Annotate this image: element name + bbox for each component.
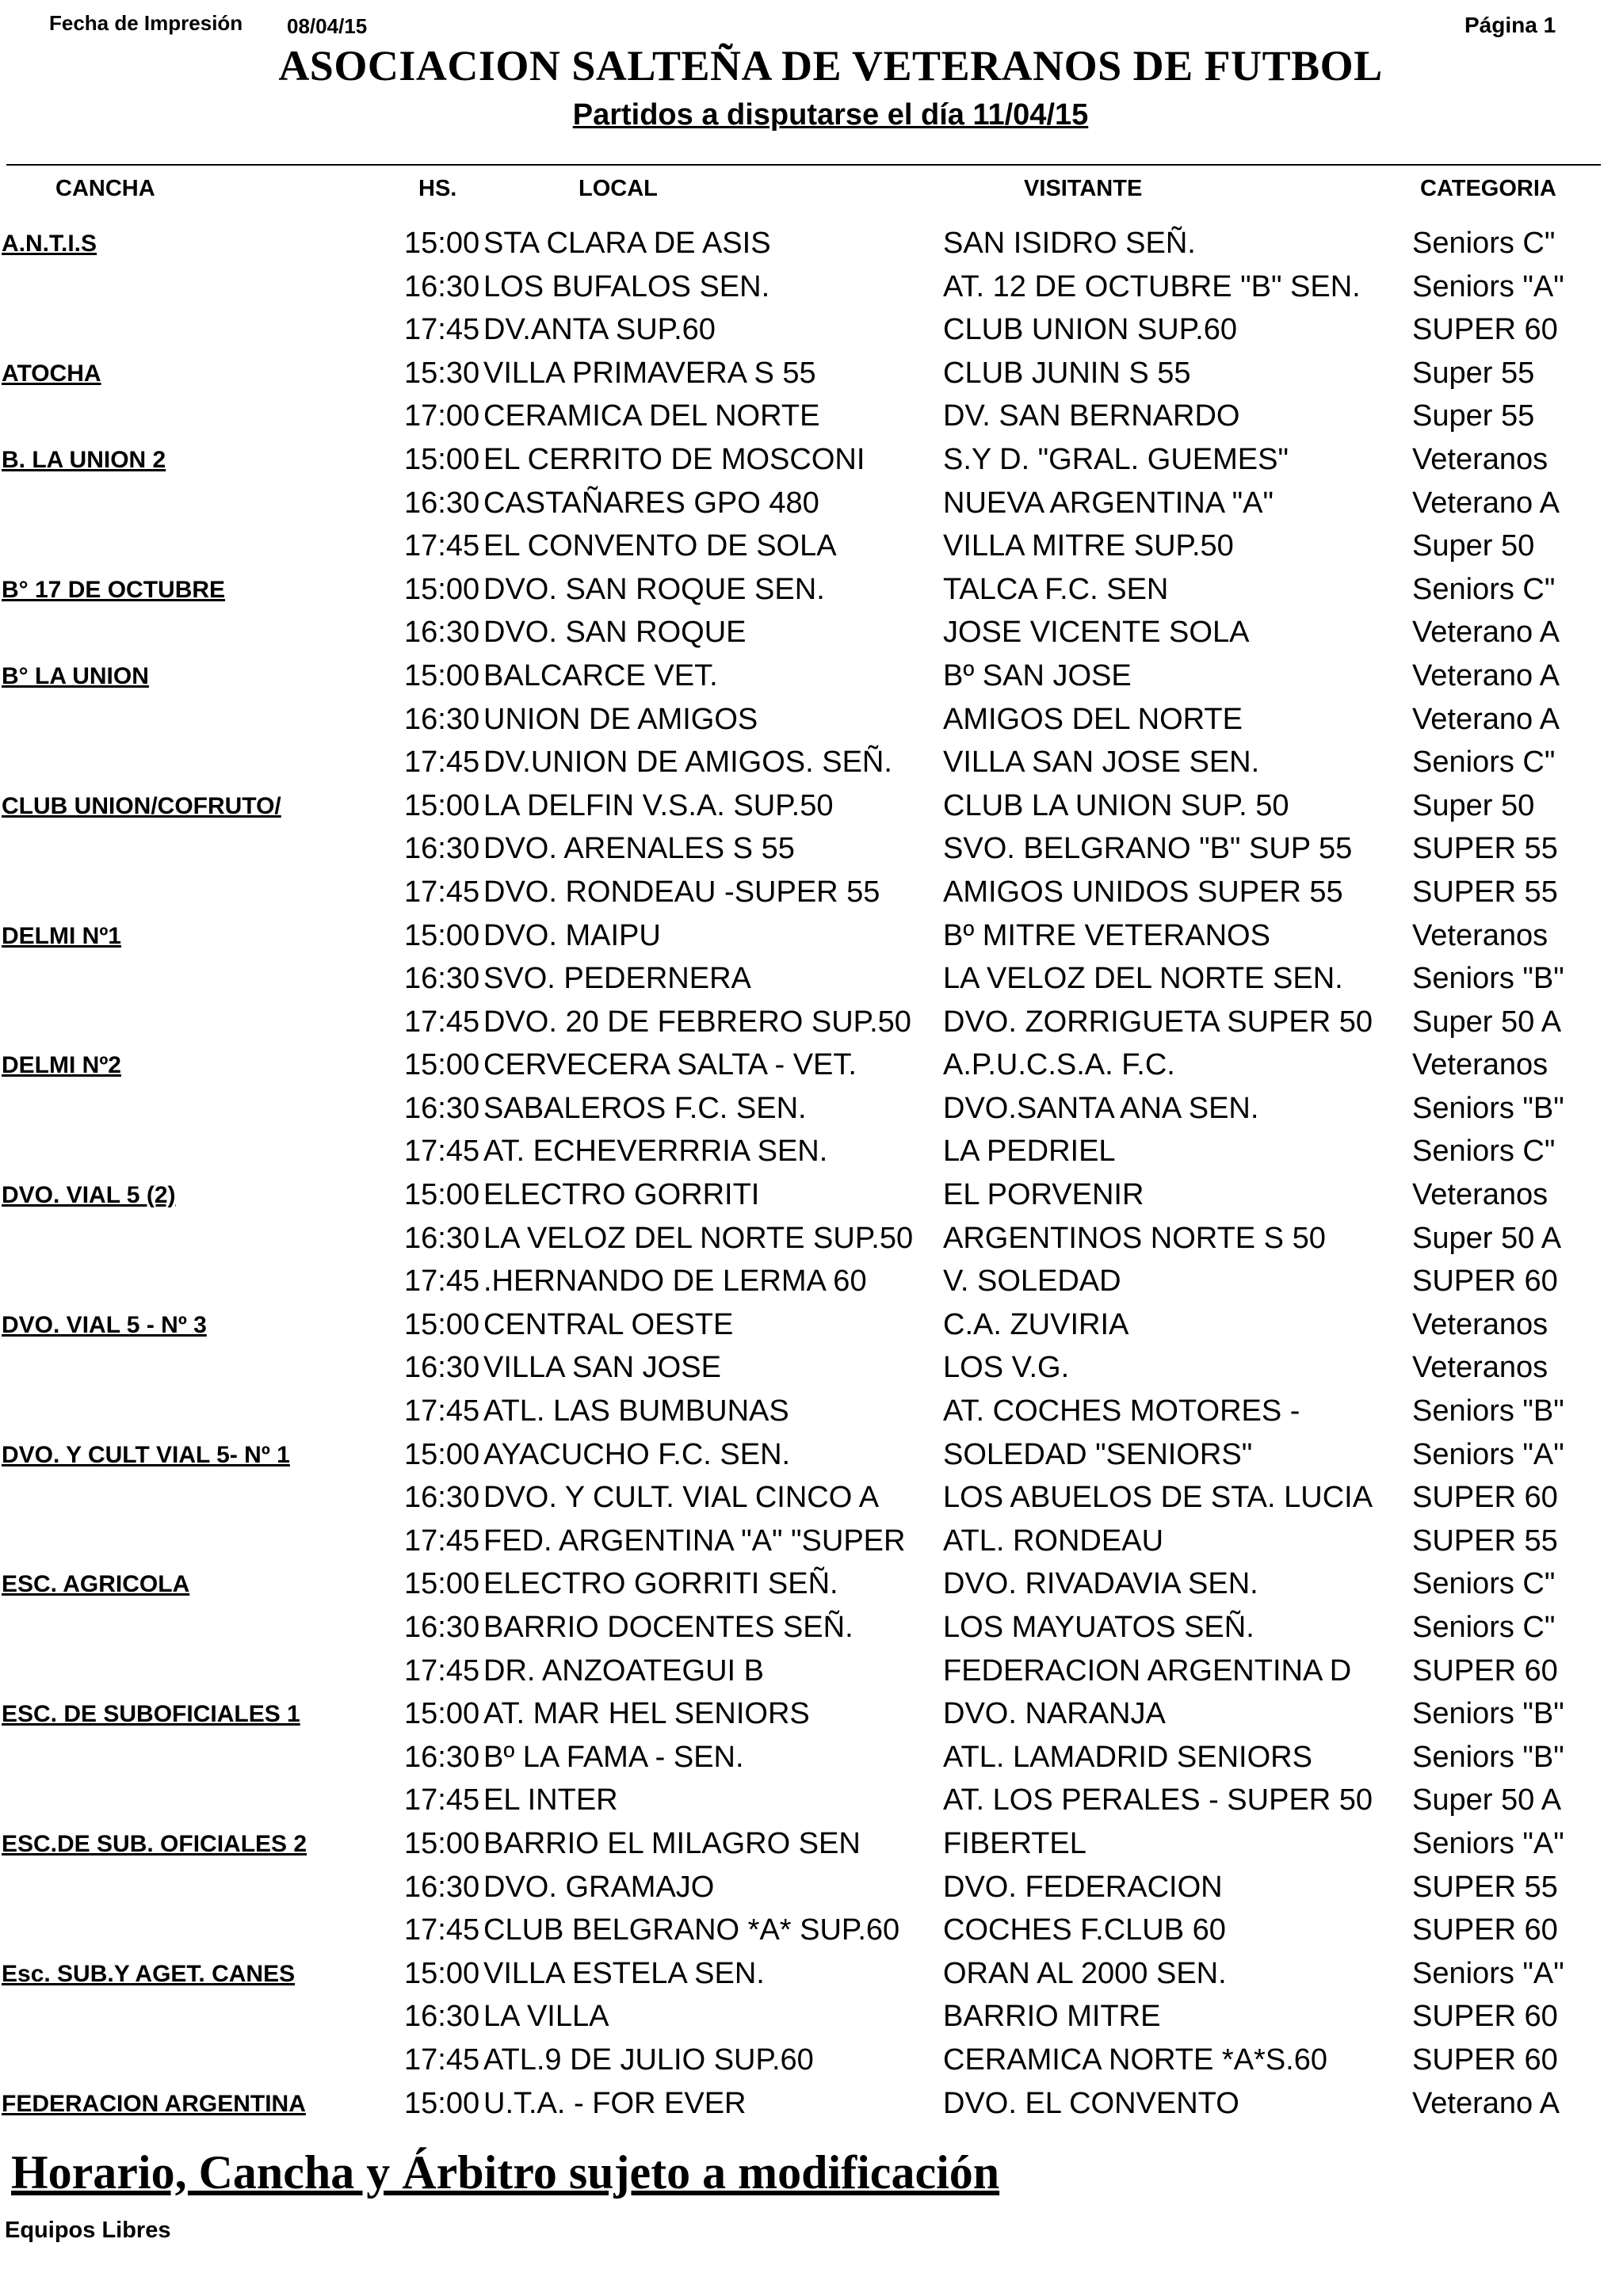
category-cell: Seniors C" bbox=[1412, 1567, 1556, 1601]
home-team-cell: ELECTRO GORRITI SEÑ. bbox=[483, 1567, 838, 1601]
away-team-cell: COCHES F.CLUB 60 bbox=[943, 1913, 1226, 1947]
away-team-cell: AT. LOS PERALES - SUPER 50 bbox=[943, 1783, 1373, 1817]
header-rule bbox=[6, 164, 1601, 166]
time-cell: 15:00 bbox=[404, 1437, 480, 1471]
home-team-cell: LA VILLA bbox=[483, 2000, 609, 2034]
cancha-cell: DELMI Nº2 bbox=[2, 1052, 121, 1079]
time-cell: 17:45 bbox=[404, 529, 480, 563]
home-team-cell: CASTAÑARES GPO 480 bbox=[483, 486, 819, 520]
cancha-cell: B. LA UNION 2 bbox=[2, 446, 166, 473]
time-cell: 16:30 bbox=[404, 832, 480, 866]
time-cell: 17:45 bbox=[404, 313, 480, 347]
home-team-cell: DV.UNION DE AMIGOS. SEÑ. bbox=[483, 746, 892, 780]
category-cell: Super 50 bbox=[1412, 788, 1535, 822]
away-team-cell: AMIGOS UNIDOS SUPER 55 bbox=[943, 875, 1343, 909]
time-cell: 17:45 bbox=[404, 1264, 480, 1299]
home-team-cell: DR. ANZOATEGUI B bbox=[483, 1653, 765, 1688]
time-cell: 16:30 bbox=[404, 1091, 480, 1125]
time-cell: 17:45 bbox=[404, 875, 480, 909]
away-team-cell: LOS ABUELOS DE STA. LUCIA bbox=[943, 1481, 1373, 1515]
home-team-cell: DVO. 20 DE FEBRERO SUP.50 bbox=[483, 1005, 911, 1039]
home-team-cell: LA DELFIN V.S.A. SUP.50 bbox=[483, 788, 834, 822]
table-row bbox=[0, 1606, 1623, 1650]
time-cell: 15:00 bbox=[404, 227, 480, 260]
cancha-cell: B° 17 DE OCTUBRE bbox=[2, 576, 226, 603]
table-row bbox=[0, 1476, 1623, 1520]
home-team-cell: DVO. ARENALES S 55 bbox=[483, 832, 795, 866]
category-cell: Seniors C" bbox=[1412, 746, 1556, 780]
category-cell: Seniors "A" bbox=[1412, 1437, 1564, 1471]
table-row bbox=[0, 308, 1623, 352]
page-number: Página 1 bbox=[1465, 13, 1556, 37]
table-row bbox=[0, 1866, 1623, 1909]
away-team-cell: DVO.SANTA ANA SEN. bbox=[943, 1091, 1259, 1125]
time-cell: 16:30 bbox=[404, 1351, 480, 1385]
table-row bbox=[0, 1087, 1623, 1131]
home-team-cell: SVO. PEDERNERA bbox=[483, 962, 751, 996]
table-row bbox=[0, 914, 1623, 958]
table-row bbox=[0, 265, 1623, 309]
table-row bbox=[0, 1001, 1623, 1044]
home-team-cell: BALCARCE VET. bbox=[483, 658, 718, 692]
time-cell: 16:30 bbox=[404, 1221, 480, 1255]
category-cell: SUPER 55 bbox=[1412, 875, 1558, 909]
category-cell: Super 50 A bbox=[1412, 1221, 1562, 1255]
table-row bbox=[0, 352, 1623, 395]
table-row bbox=[0, 611, 1623, 654]
table-row bbox=[0, 438, 1623, 482]
away-team-cell: V. SOLEDAD bbox=[943, 1264, 1121, 1299]
time-cell: 15:00 bbox=[404, 1307, 480, 1341]
category-cell: Super 50 A bbox=[1412, 1005, 1562, 1039]
away-team-cell: FEDERACION ARGENTINA D bbox=[943, 1653, 1352, 1688]
category-cell: Veteranos bbox=[1412, 1178, 1549, 1212]
away-team-cell: LOS MAYUATOS SEÑ. bbox=[943, 1611, 1254, 1644]
table-row bbox=[0, 1303, 1623, 1347]
table-row bbox=[0, 1433, 1623, 1477]
category-cell: Seniors C" bbox=[1412, 1611, 1556, 1644]
table-row bbox=[0, 1520, 1623, 1563]
category-cell: SUPER 60 bbox=[1412, 2042, 1558, 2077]
table-row bbox=[0, 1822, 1623, 1866]
match-table bbox=[0, 222, 1623, 2125]
home-team-cell: DVO. SAN ROQUE SEN. bbox=[483, 572, 825, 606]
table-row bbox=[0, 2039, 1623, 2082]
category-cell: Veterano A bbox=[1412, 658, 1560, 692]
time-cell: 17:45 bbox=[404, 1653, 480, 1688]
category-cell: Seniors "A" bbox=[1412, 1956, 1564, 1990]
away-team-cell: LA PEDRIEL bbox=[943, 1135, 1116, 1169]
away-team-cell: DVO. NARANJA bbox=[943, 1697, 1166, 1731]
away-team-cell: LA VELOZ DEL NORTE SEN. bbox=[943, 962, 1343, 996]
away-team-cell: VILLA MITRE SUP.50 bbox=[943, 529, 1234, 563]
time-cell: 15:00 bbox=[404, 2086, 480, 2120]
home-team-cell: DVO. RONDEAU -SUPER 55 bbox=[483, 875, 880, 909]
time-cell: 16:30 bbox=[404, 2000, 480, 2034]
category-cell: Veterano A bbox=[1412, 486, 1560, 520]
time-cell: 17:45 bbox=[404, 1913, 480, 1947]
time-cell: 17:45 bbox=[404, 1783, 480, 1817]
time-cell: 17:45 bbox=[404, 1524, 480, 1558]
away-team-cell: ATL. LAMADRID SENIORS bbox=[943, 1740, 1312, 1774]
category-cell: Veteranos bbox=[1412, 442, 1549, 476]
time-cell: 16:30 bbox=[404, 269, 480, 303]
away-team-cell: A.P.U.C.S.A. F.C. bbox=[943, 1048, 1175, 1082]
table-row bbox=[0, 1043, 1623, 1087]
category-cell: Seniors C" bbox=[1412, 227, 1556, 260]
category-cell: Seniors C" bbox=[1412, 1135, 1556, 1169]
category-cell: SUPER 60 bbox=[1412, 1913, 1558, 1947]
table-row bbox=[0, 1260, 1623, 1303]
home-team-cell: VILLA SAN JOSE bbox=[483, 1351, 721, 1385]
home-team-cell: DV.ANTA SUP.60 bbox=[483, 313, 716, 347]
away-team-cell: NUEVA ARGENTINA "A" bbox=[943, 486, 1274, 520]
category-cell: Seniors "B" bbox=[1412, 1697, 1564, 1731]
away-team-cell: BARRIO MITRE bbox=[943, 2000, 1161, 2034]
home-team-cell: Bº LA FAMA - SEN. bbox=[483, 1740, 744, 1774]
home-team-cell: .HERNANDO DE LERMA 60 bbox=[483, 1264, 867, 1299]
schedule-notice: Horario, Cancha y Árbitro sujeto a modificación bbox=[11, 2146, 1000, 2199]
time-cell: 16:30 bbox=[404, 702, 480, 736]
cancha-cell: DELMI Nº1 bbox=[2, 922, 121, 949]
away-team-cell: AT. COCHES MOTORES - bbox=[943, 1394, 1300, 1428]
time-cell: 15:00 bbox=[404, 1826, 480, 1860]
time-cell: 17:45 bbox=[404, 1005, 480, 1039]
category-cell: Seniors "A" bbox=[1412, 1826, 1564, 1860]
home-team-cell: ATL.9 DE JULIO SUP.60 bbox=[483, 2042, 814, 2077]
time-cell: 16:30 bbox=[404, 962, 480, 996]
time-cell: 17:45 bbox=[404, 1394, 480, 1428]
away-team-cell: SOLEDAD "SENIORS" bbox=[943, 1437, 1253, 1471]
away-team-cell: S.Y D. "GRAL. GUEMES" bbox=[943, 442, 1289, 476]
table-row bbox=[0, 1173, 1623, 1217]
cancha-cell: ESC. AGRICOLA bbox=[2, 1571, 190, 1598]
away-team-cell: DVO. RIVADAVIA SEN. bbox=[943, 1567, 1258, 1601]
print-date: 08/04/15 bbox=[287, 14, 368, 38]
table-row bbox=[0, 1736, 1623, 1779]
table-row bbox=[0, 1346, 1623, 1390]
home-team-cell: CLUB BELGRANO *A* SUP.60 bbox=[483, 1913, 900, 1947]
document-title: ASOCIACION SALTEÑA DE VETERANOS DE FUTBOL bbox=[278, 42, 1383, 90]
away-team-cell: ORAN AL 2000 SEN. bbox=[943, 1956, 1227, 1990]
category-cell: Seniors "B" bbox=[1412, 1740, 1564, 1774]
time-cell: 17:00 bbox=[404, 399, 480, 433]
away-team-cell: ATL. RONDEAU bbox=[943, 1524, 1164, 1558]
away-team-cell: AT. 12 DE OCTUBRE "B" SEN. bbox=[943, 269, 1361, 303]
away-team-cell: C.A. ZUVIRIA bbox=[943, 1307, 1129, 1341]
category-cell: SUPER 60 bbox=[1412, 313, 1558, 347]
table-row bbox=[0, 871, 1623, 914]
home-team-cell: ELECTRO GORRITI bbox=[483, 1178, 760, 1212]
home-team-cell: EL CONVENTO DE SOLA bbox=[483, 529, 837, 563]
home-team-cell: AYACUCHO F.C. SEN. bbox=[483, 1437, 791, 1471]
home-team-cell: DVO. SAN ROQUE bbox=[483, 616, 747, 650]
time-cell: 16:30 bbox=[404, 1611, 480, 1644]
column-header-local: LOCAL bbox=[579, 176, 658, 201]
table-row bbox=[0, 741, 1623, 784]
time-cell: 15:00 bbox=[404, 1567, 480, 1601]
table-row bbox=[0, 698, 1623, 742]
home-team-cell: CERAMICA DEL NORTE bbox=[483, 399, 820, 433]
cancha-cell: ATOCHA bbox=[2, 360, 101, 387]
away-team-cell: SVO. BELGRANO "B" SUP 55 bbox=[943, 832, 1353, 866]
home-team-cell: LOS BUFALOS SEN. bbox=[483, 269, 770, 303]
home-team-cell: AT. MAR HEL SENIORS bbox=[483, 1697, 810, 1731]
away-team-cell: CERAMICA NORTE *A*S.60 bbox=[943, 2042, 1328, 2077]
time-cell: 16:30 bbox=[404, 1870, 480, 1904]
home-team-cell: U.T.A. - FOR EVER bbox=[483, 2086, 747, 2120]
category-cell: Veterano A bbox=[1412, 702, 1560, 736]
category-cell: SUPER 60 bbox=[1412, 1653, 1558, 1688]
away-team-cell: CLUB JUNIN S 55 bbox=[943, 356, 1191, 390]
home-team-cell: STA CLARA DE ASIS bbox=[483, 227, 771, 260]
category-cell: Veterano A bbox=[1412, 616, 1560, 650]
time-cell: 15:00 bbox=[404, 1697, 480, 1731]
away-team-cell: CLUB LA UNION SUP. 50 bbox=[943, 788, 1289, 822]
home-team-cell: SABALEROS F.C. SEN. bbox=[483, 1091, 807, 1125]
away-team-cell: DVO. ZORRIGUETA SUPER 50 bbox=[943, 1005, 1373, 1039]
time-cell: 17:45 bbox=[404, 2042, 480, 2077]
away-team-cell: FIBERTEL bbox=[943, 1826, 1086, 1860]
cancha-cell: CLUB UNION/COFRUTO/ bbox=[2, 792, 281, 819]
away-team-cell: SAN ISIDRO SEÑ. bbox=[943, 227, 1196, 260]
document-subtitle bbox=[0, 98, 1623, 132]
time-cell: 15:00 bbox=[404, 658, 480, 692]
free-teams-label: Equipos Libres bbox=[5, 2218, 171, 2243]
table-row bbox=[0, 1650, 1623, 1693]
away-team-cell: JOSE VICENTE SOLA bbox=[943, 616, 1250, 650]
time-cell: 16:30 bbox=[404, 1481, 480, 1515]
home-team-cell: FED. ARGENTINA "A" "SUPER bbox=[483, 1524, 906, 1558]
time-cell: 15:00 bbox=[404, 788, 480, 822]
home-team-cell: LA VELOZ DEL NORTE SUP.50 bbox=[483, 1221, 914, 1255]
time-cell: 15:00 bbox=[404, 572, 480, 606]
cancha-cell: DVO. Y CULT VIAL 5- Nº 1 bbox=[2, 1441, 290, 1468]
category-cell: SUPER 60 bbox=[1412, 2000, 1558, 2034]
home-team-cell: DVO. GRAMAJO bbox=[483, 1870, 715, 1904]
home-team-cell: DVO. MAIPU bbox=[483, 918, 661, 952]
cancha-cell: DVO. VIAL 5 - Nº 3 bbox=[2, 1311, 207, 1338]
away-team-cell: CLUB UNION SUP.60 bbox=[943, 313, 1237, 347]
home-team-cell: BARRIO EL MILAGRO SEN bbox=[483, 1826, 861, 1860]
table-row bbox=[0, 482, 1623, 525]
category-cell: Veteranos bbox=[1412, 1351, 1549, 1385]
table-row bbox=[0, 1995, 1623, 2039]
home-team-cell: ATL. LAS BUMBUNAS bbox=[483, 1394, 789, 1428]
home-team-cell: CENTRAL OESTE bbox=[483, 1307, 734, 1341]
home-team-cell: EL CERRITO DE MOSCONI bbox=[483, 442, 865, 476]
column-header-hs: HS. bbox=[418, 176, 457, 201]
category-cell: Super 55 bbox=[1412, 399, 1535, 433]
table-row bbox=[0, 2082, 1623, 2126]
time-cell: 15:00 bbox=[404, 1048, 480, 1082]
column-header-cancha: CANCHA bbox=[55, 176, 155, 201]
away-team-cell: TALCA F.C. SEN bbox=[943, 572, 1169, 606]
time-cell: 15:00 bbox=[404, 1956, 480, 1990]
away-team-cell: AMIGOS DEL NORTE bbox=[943, 702, 1243, 736]
home-team-cell: VILLA PRIMAVERA S 55 bbox=[483, 356, 816, 390]
time-cell: 17:45 bbox=[404, 1135, 480, 1169]
table-row bbox=[0, 1692, 1623, 1736]
table-row bbox=[0, 1390, 1623, 1433]
time-cell: 16:30 bbox=[404, 616, 480, 650]
away-team-cell: DV. SAN BERNARDO bbox=[943, 399, 1240, 433]
cancha-cell: FEDERACION ARGENTINA bbox=[2, 2090, 306, 2117]
time-cell: 16:30 bbox=[404, 1740, 480, 1774]
table-row bbox=[0, 1909, 1623, 1952]
category-cell: Veterano A bbox=[1412, 2086, 1560, 2120]
column-header-visitante: VISITANTE bbox=[1024, 176, 1143, 201]
table-row bbox=[0, 222, 1623, 265]
category-cell: Super 50 bbox=[1412, 529, 1535, 563]
column-header-categoria: CATEGORIA bbox=[1420, 176, 1556, 201]
category-cell: Seniors "B" bbox=[1412, 1091, 1564, 1125]
table-row bbox=[0, 957, 1623, 1001]
away-team-cell: DVO. FEDERACION bbox=[943, 1870, 1223, 1904]
category-cell: Seniors "A" bbox=[1412, 269, 1564, 303]
cancha-cell: B° LA UNION bbox=[2, 662, 149, 689]
home-team-cell: CERVECERA SALTA - VET. bbox=[483, 1048, 857, 1082]
time-cell: 15:00 bbox=[404, 442, 480, 476]
time-cell: 15:30 bbox=[404, 356, 480, 390]
category-cell: Seniors "B" bbox=[1412, 962, 1564, 996]
category-cell: Seniors "B" bbox=[1412, 1394, 1564, 1428]
table-row bbox=[0, 1130, 1623, 1173]
home-team-cell: UNION DE AMIGOS bbox=[483, 702, 758, 736]
away-team-cell: ARGENTINOS NORTE S 50 bbox=[943, 1221, 1326, 1255]
category-cell: Super 55 bbox=[1412, 356, 1535, 390]
category-cell: SUPER 55 bbox=[1412, 832, 1558, 866]
table-row bbox=[0, 395, 1623, 438]
category-cell: Seniors C" bbox=[1412, 572, 1556, 606]
home-team-cell: AT. ECHEVERRRIA SEN. bbox=[483, 1135, 828, 1169]
table-row bbox=[0, 1562, 1623, 1606]
table-row bbox=[0, 1779, 1623, 1822]
category-cell: SUPER 60 bbox=[1412, 1481, 1558, 1515]
time-cell: 15:00 bbox=[404, 1178, 480, 1212]
home-team-cell: VILLA ESTELA SEN. bbox=[483, 1956, 765, 1990]
category-cell: Super 50 A bbox=[1412, 1783, 1562, 1817]
away-team-cell: DVO. EL CONVENTO bbox=[943, 2086, 1239, 2120]
home-team-cell: BARRIO DOCENTES SEÑ. bbox=[483, 1611, 854, 1644]
table-row bbox=[0, 784, 1623, 828]
time-cell: 15:00 bbox=[404, 918, 480, 952]
category-cell: SUPER 55 bbox=[1412, 1524, 1558, 1558]
subtitle-text: Partidos a disputarse el día 11/04/15 bbox=[572, 98, 1089, 132]
category-cell: Veteranos bbox=[1412, 1048, 1549, 1082]
time-cell: 16:30 bbox=[404, 486, 480, 520]
time-cell: 17:45 bbox=[404, 746, 480, 780]
away-team-cell: Bº SAN JOSE bbox=[943, 658, 1132, 692]
category-cell: Veteranos bbox=[1412, 918, 1549, 952]
category-cell: SUPER 55 bbox=[1412, 1870, 1558, 1904]
category-cell: Veteranos bbox=[1412, 1307, 1549, 1341]
away-team-cell: Bº MITRE VETERANOS bbox=[943, 918, 1270, 952]
print-date-label: Fecha de Impresión bbox=[49, 11, 243, 35]
away-team-cell: LOS V.G. bbox=[943, 1351, 1070, 1385]
away-team-cell: VILLA SAN JOSE SEN. bbox=[943, 746, 1260, 780]
cancha-cell: ESC.DE SUB. OFICIALES 2 bbox=[2, 1830, 307, 1857]
table-row bbox=[0, 654, 1623, 698]
away-team-cell: EL PORVENIR bbox=[943, 1178, 1144, 1212]
cancha-cell: Esc. SUB.Y AGET. CANES bbox=[2, 1960, 296, 1987]
table-row bbox=[0, 1217, 1623, 1261]
table-row bbox=[0, 827, 1623, 871]
table-row bbox=[0, 568, 1623, 612]
table-row bbox=[0, 1952, 1623, 1996]
category-cell: SUPER 60 bbox=[1412, 1264, 1558, 1299]
cancha-cell: DVO. VIAL 5 (2) bbox=[2, 1182, 176, 1209]
table-row bbox=[0, 524, 1623, 568]
home-team-cell: DVO. Y CULT. VIAL CINCO A bbox=[483, 1481, 880, 1515]
cancha-cell: ESC. DE SUBOFICIALES 1 bbox=[2, 1701, 300, 1728]
cancha-cell: A.N.T.I.S bbox=[2, 231, 97, 257]
home-team-cell: EL INTER bbox=[483, 1783, 618, 1817]
